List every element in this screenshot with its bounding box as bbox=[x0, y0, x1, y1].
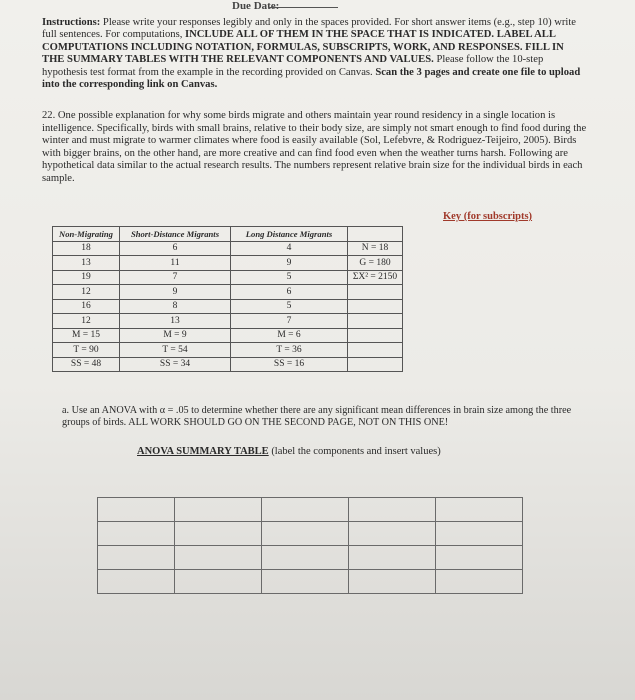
table-cell: 9 bbox=[231, 256, 348, 271]
table-cell: ΣX² = 2150 bbox=[348, 270, 403, 285]
table-row bbox=[53, 285, 403, 300]
table-cell: 5 bbox=[231, 299, 348, 314]
anova-cell[interactable] bbox=[175, 522, 262, 546]
anova-cell[interactable] bbox=[175, 570, 262, 594]
instructions-block bbox=[42, 17, 587, 91]
table-cell: 5 bbox=[231, 270, 348, 285]
table-cell: M = 6 bbox=[231, 328, 348, 343]
header-non-migrating: Non-Migrating bbox=[53, 227, 120, 242]
table-cell bbox=[348, 328, 403, 343]
anova-row bbox=[98, 522, 523, 546]
anova-cell[interactable] bbox=[98, 522, 175, 546]
table-row bbox=[53, 314, 403, 329]
table-row bbox=[53, 241, 403, 256]
anova-summary-table bbox=[97, 497, 523, 594]
anova-cell[interactable] bbox=[349, 498, 436, 522]
table-row bbox=[53, 343, 403, 358]
table-cell bbox=[348, 285, 403, 300]
table-cell: T = 54 bbox=[120, 343, 231, 358]
anova-cell[interactable] bbox=[436, 498, 523, 522]
table-cell: T = 90 bbox=[53, 343, 120, 358]
table-cell: SS = 16 bbox=[231, 357, 348, 372]
anova-cell[interactable] bbox=[175, 546, 262, 570]
anova-summary-title: ANOVA SUMMARY TABLE bbox=[137, 446, 269, 457]
anova-cell[interactable] bbox=[349, 522, 436, 546]
table-cell: SS = 48 bbox=[53, 357, 120, 372]
table-cell: 6 bbox=[231, 285, 348, 300]
anova-summary-heading bbox=[137, 446, 441, 457]
table-cell bbox=[348, 314, 403, 329]
table-cell: 11 bbox=[120, 256, 231, 271]
instructions-text-1: Please write your responses legibly and only in the spaces provided. For short answer items (e.g., step 10) write full sentences. For computations, bbox=[42, 17, 577, 41]
anova-cell[interactable] bbox=[436, 546, 523, 570]
table-row bbox=[53, 328, 403, 343]
anova-row bbox=[98, 570, 523, 594]
instructions-text-2: Please follow the 10-step hypothesis test format from the example in the recording provided on Canvas. bbox=[42, 54, 544, 78]
due-date-line bbox=[268, 7, 338, 8]
table-row bbox=[53, 256, 403, 271]
brain-size-data-table bbox=[52, 226, 403, 372]
table-cell: 13 bbox=[120, 314, 231, 329]
anova-summary-note: (label the components and insert values) bbox=[268, 446, 441, 457]
table-cell: M = 15 bbox=[53, 328, 120, 343]
anova-cell[interactable] bbox=[98, 498, 175, 522]
table-row bbox=[53, 357, 403, 372]
instructions-bold-2: Scan the 3 pages and create one file to upload into the corresponding link on Canvas. bbox=[42, 66, 581, 91]
anova-cell[interactable] bbox=[175, 498, 262, 522]
anova-row bbox=[98, 498, 523, 522]
key-subscripts-label: Key (for subscripts) bbox=[443, 211, 533, 222]
anova-cell[interactable] bbox=[436, 522, 523, 546]
part-a-text: a. Use an ANOVA with α = .05 to determine whether there are any significant mean differences in brain size among the three groups of birds. ALL WORK SHOULD GO ON THE SECOND PAGE, NOT ON THIS ONE! bbox=[62, 405, 572, 429]
anova-row bbox=[98, 546, 523, 570]
anova-cell[interactable] bbox=[262, 570, 349, 594]
table-row bbox=[53, 299, 403, 314]
table-cell: 16 bbox=[53, 299, 120, 314]
table-cell: M = 9 bbox=[120, 328, 231, 343]
table-cell: T = 36 bbox=[231, 343, 348, 358]
header-key bbox=[348, 227, 403, 242]
instructions-lead: Instructions: bbox=[42, 17, 101, 28]
header-long-distance: Long Distance Migrants bbox=[231, 227, 348, 242]
table-cell: 7 bbox=[120, 270, 231, 285]
anova-cell[interactable] bbox=[98, 570, 175, 594]
anova-cell[interactable] bbox=[98, 546, 175, 570]
table-cell: N = 18 bbox=[348, 241, 403, 256]
instructions-bold-1: INCLUDE ALL OF THEM IN THE SPACE THAT IS INDICATED. LABEL ALL COMPUTATIONS INCLUDING NOTATION, FORMULAS, SUBSCRIPTS, WORK, AND RESPONSES. FILL IN THE SUMMARY TABLES WITH THE RELEVANT COMPONENTS AND VALUES. bbox=[42, 29, 564, 66]
table-cell: 8 bbox=[120, 299, 231, 314]
anova-cell[interactable] bbox=[436, 570, 523, 594]
table-cell: G = 180 bbox=[348, 256, 403, 271]
anova-cell[interactable] bbox=[262, 498, 349, 522]
anova-cell[interactable] bbox=[262, 546, 349, 570]
table-cell: 6 bbox=[120, 241, 231, 256]
due-date-label: Due Date: bbox=[232, 0, 280, 12]
table-cell: 12 bbox=[53, 285, 120, 300]
table-cell: 4 bbox=[231, 241, 348, 256]
table-cell bbox=[348, 343, 403, 358]
table-cell: 18 bbox=[53, 241, 120, 256]
table-header-row bbox=[53, 227, 403, 242]
table-cell bbox=[348, 357, 403, 372]
anova-cell[interactable] bbox=[349, 570, 436, 594]
anova-cell[interactable] bbox=[262, 522, 349, 546]
table-cell: 13 bbox=[53, 256, 120, 271]
question-22-text: 22. One possible explanation for why some birds migrate and others maintain year round residency in a single location is intelligence. Specifically, birds with small brains, relative to their body size, are simply not smart enough to find food during the winter and must migrate to warmer climates where food is easily available (Sol, Lefebvre, & Rodriguez-Teijeiro, 2005). Birds with bigger brains, on the other hand, are more creative and can find food even when the weather turns harsh. Following are hypothetical data similar to the actual research results. The numbers represent relative brain size for the individual birds in each sample. bbox=[42, 110, 587, 184]
table-cell: 9 bbox=[120, 285, 231, 300]
header-short-distance: Short-Distance Migrants bbox=[120, 227, 231, 242]
table-cell: SS = 34 bbox=[120, 357, 231, 372]
table-cell: 7 bbox=[231, 314, 348, 329]
table-cell bbox=[348, 299, 403, 314]
table-cell: 19 bbox=[53, 270, 120, 285]
table-cell: 12 bbox=[53, 314, 120, 329]
anova-cell[interactable] bbox=[349, 546, 436, 570]
table-row bbox=[53, 270, 403, 285]
